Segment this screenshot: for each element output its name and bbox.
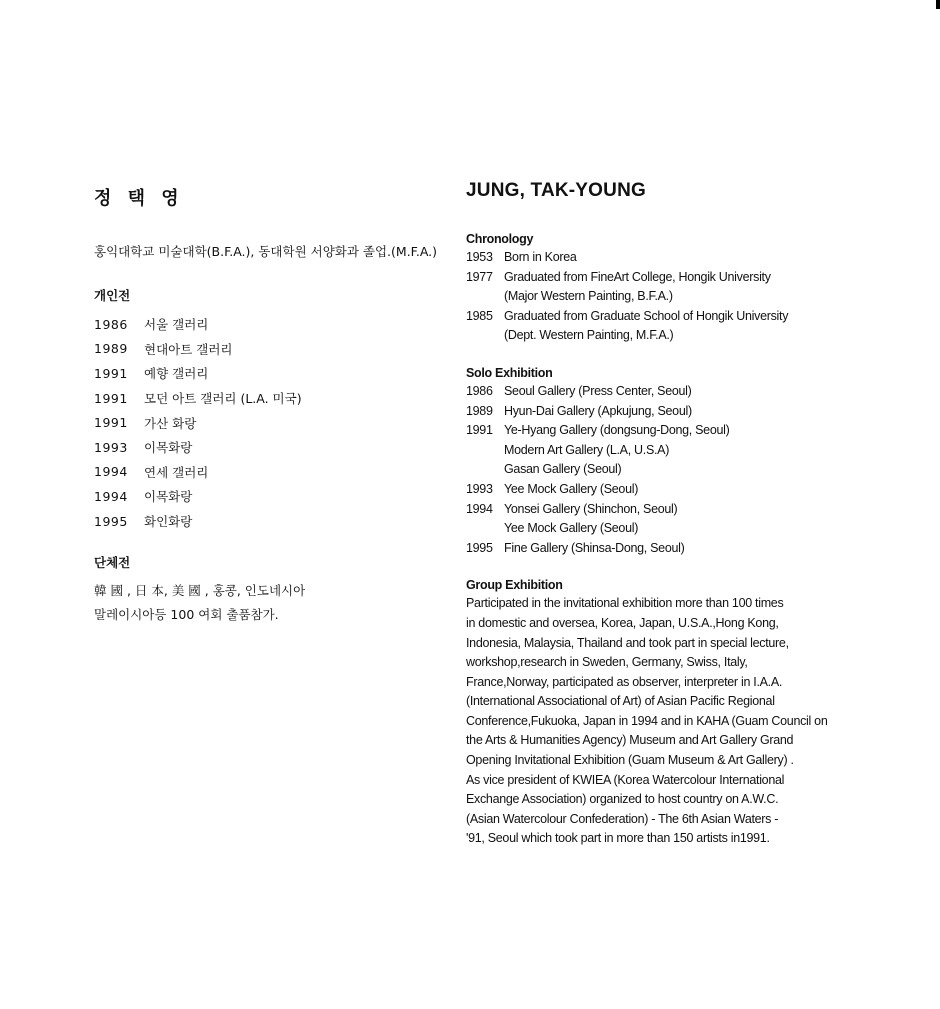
group-exhibition-section: [466, 576, 936, 849]
chronology-text: Born in Korea: [504, 250, 577, 264]
solo-exhibition-year: [466, 460, 504, 480]
korean-group-section: [94, 553, 464, 627]
chronology-text: Graduated from FineArt College, Hongik University: [504, 269, 771, 284]
korean-solo-row: [94, 337, 464, 362]
solo-exhibition-text: Yee Mock Gallery (Seoul): [504, 521, 639, 536]
group-exhibition-heading: Group Exhibition: [466, 578, 563, 593]
solo-exhibition-section: [466, 364, 936, 558]
solo-venue: 연세 갤러리: [144, 464, 209, 480]
korean-solo-row: [94, 410, 464, 435]
group-exhibition-line: in domestic and oversea, Korea, Japan, U.S.A.,Hong Kong,: [466, 615, 779, 630]
korean-column: [94, 184, 464, 627]
solo-exhibition-year: 1995: [466, 540, 493, 555]
korean-education: 홍익대학교 미술대학(B.F.A.), 동대학원 서양화과 졸업.(M.F.A.): [94, 244, 438, 259]
solo-exhibition-year: [466, 441, 504, 461]
korean-solo-row: [94, 386, 464, 411]
solo-exhibition-text: Ye-Hyang Gallery (dongsung-Dong, Seoul): [504, 423, 730, 438]
page-corner-mark: [936, 0, 940, 9]
chronology-row-continuation: [466, 326, 936, 346]
group-exhibition-line: (Asian Watercolour Confederation) - The 6th Asian Waters -: [466, 811, 779, 826]
solo-venue: 화인화랑: [144, 514, 193, 530]
chronology-text: Graduated from Graduate School of Hongik University: [504, 308, 789, 323]
solo-year: 1991: [94, 415, 128, 431]
solo-year: 1991: [94, 390, 128, 406]
solo-year: 1994: [94, 488, 128, 504]
group-exhibition-line: Participated in the invitational exhibition more than 100 times: [466, 596, 784, 611]
solo-exhibition-year: 1989: [466, 403, 493, 418]
solo-exhibition-row: [466, 441, 936, 461]
chronology-year: 1953: [466, 250, 493, 264]
solo-year: 1986: [94, 316, 128, 332]
solo-exhibition-row: [466, 402, 936, 422]
solo-year: 1989: [94, 341, 128, 357]
solo-exhibition-row: [466, 480, 936, 500]
group-exhibition-line: '91, Seoul which took part in more than 150 artists in1991.: [466, 831, 770, 846]
solo-exhibition-year: 1993: [466, 481, 493, 496]
korean-group-heading: 단체전: [94, 555, 131, 571]
solo-exhibition-year: 1994: [466, 501, 493, 516]
solo-year: 1991: [94, 365, 128, 381]
solo-exhibition-text: Fine Gallery (Shinsa-Dong, Seoul): [504, 540, 685, 555]
chronology-year: 1985: [466, 308, 493, 323]
chronology-text: (Major Western Painting, B.F.A.): [504, 289, 673, 304]
group-exhibition-line: As vice president of KWIEA (Korea Watercolour International: [466, 772, 785, 787]
chronology-row: [466, 307, 936, 327]
solo-exhibition-row: [466, 500, 936, 520]
solo-venue: 예향 갤러리: [144, 366, 209, 382]
solo-year: 1993: [94, 439, 128, 455]
korean-solo-row: [94, 509, 464, 534]
solo-venue: 서울 갤러리: [144, 317, 209, 333]
solo-exhibition-text: Gasan Gallery (Seoul): [504, 462, 622, 477]
solo-exhibition-year: 1986: [466, 383, 493, 398]
group-exhibition-line: Conference,Fukuoka, Japan in 1994 and in KAHA (Guam Council on: [466, 713, 828, 728]
solo-exhibition-text: Hyun-Dai Gallery (Apkujung, Seoul): [504, 403, 692, 418]
solo-venue: 가산 화랑: [144, 415, 197, 431]
solo-exhibition-text: Modern Art Gallery (L.A, U.S.A): [504, 442, 670, 457]
solo-venue: 모던 아트 갤러리 (L.A. 미국): [144, 391, 302, 407]
korean-group-line: 말레이시아등 100 여회 출품참가.: [94, 607, 279, 623]
solo-exhibition-heading: Solo Exhibition: [466, 365, 553, 380]
solo-venue: 이목화랑: [144, 440, 193, 456]
solo-exhibition-year: 1991: [466, 423, 493, 438]
korean-group-line: 韓 國 , 日 本, 美 國 , 홍콩, 인도네시아: [94, 583, 306, 599]
group-exhibition-line: the Arts & Humanities Agency) Museum and Art Gallery Grand: [466, 733, 794, 748]
solo-exhibition-row: [466, 460, 936, 480]
english-artist-name: JUNG, TAK-YOUNG: [466, 180, 646, 201]
solo-exhibition-text: Yonsei Gallery (Shinchon, Seoul): [504, 501, 678, 516]
korean-solo-list: [94, 312, 464, 533]
chronology-heading: Chronology: [466, 232, 534, 246]
chronology-year: 1977: [466, 269, 493, 284]
solo-exhibition-row: [466, 539, 936, 559]
solo-exhibition-text: Seoul Gallery (Press Center, Seoul): [504, 383, 692, 398]
solo-exhibition-text: Yee Mock Gallery (Seoul): [504, 481, 639, 496]
solo-year: 1995: [94, 513, 128, 529]
group-exhibition-line: workshop,research in Sweden, Germany, Swiss, Italy,: [466, 655, 748, 670]
korean-artist-name: 정 택 영: [94, 188, 184, 209]
korean-solo-row: [94, 484, 464, 509]
group-exhibition-line: Opening Invitational Exhibition (Guam Museum & Art Gallery) .: [466, 753, 794, 768]
group-exhibition-line: (International Associational of Art) of Asian Pacific Regional: [466, 694, 775, 709]
group-exhibition-line: Indonesia, Malaysia, Thailand and took part in special lecture,: [466, 635, 789, 650]
solo-exhibition-row: [466, 519, 936, 539]
solo-venue: 현대아트 갤러리: [144, 341, 233, 357]
solo-exhibition-row: [466, 421, 936, 441]
korean-solo-row: [94, 460, 464, 485]
solo-venue: 이목화랑: [144, 489, 193, 505]
solo-exhibition-year: [466, 519, 504, 539]
group-exhibition-line: France,Norway, participated as observer, interpreter in I.A.A.: [466, 674, 783, 689]
chronology-row-continuation: [466, 287, 936, 307]
chronology-text: (Dept. Western Painting, M.F.A.): [504, 328, 674, 343]
group-exhibition-line: Exchange Association) organized to host country on A.W.C.: [466, 792, 779, 807]
english-column: [466, 180, 936, 849]
korean-solo-row: [94, 361, 464, 386]
chronology-section: [466, 230, 936, 346]
solo-exhibition-row: [466, 382, 936, 402]
solo-year: 1994: [94, 464, 128, 480]
korean-solo-heading: 개인전: [94, 288, 131, 303]
korean-solo-row: [94, 435, 464, 460]
chronology-row: [466, 248, 936, 268]
chronology-row: [466, 268, 936, 288]
korean-solo-row: [94, 312, 464, 337]
